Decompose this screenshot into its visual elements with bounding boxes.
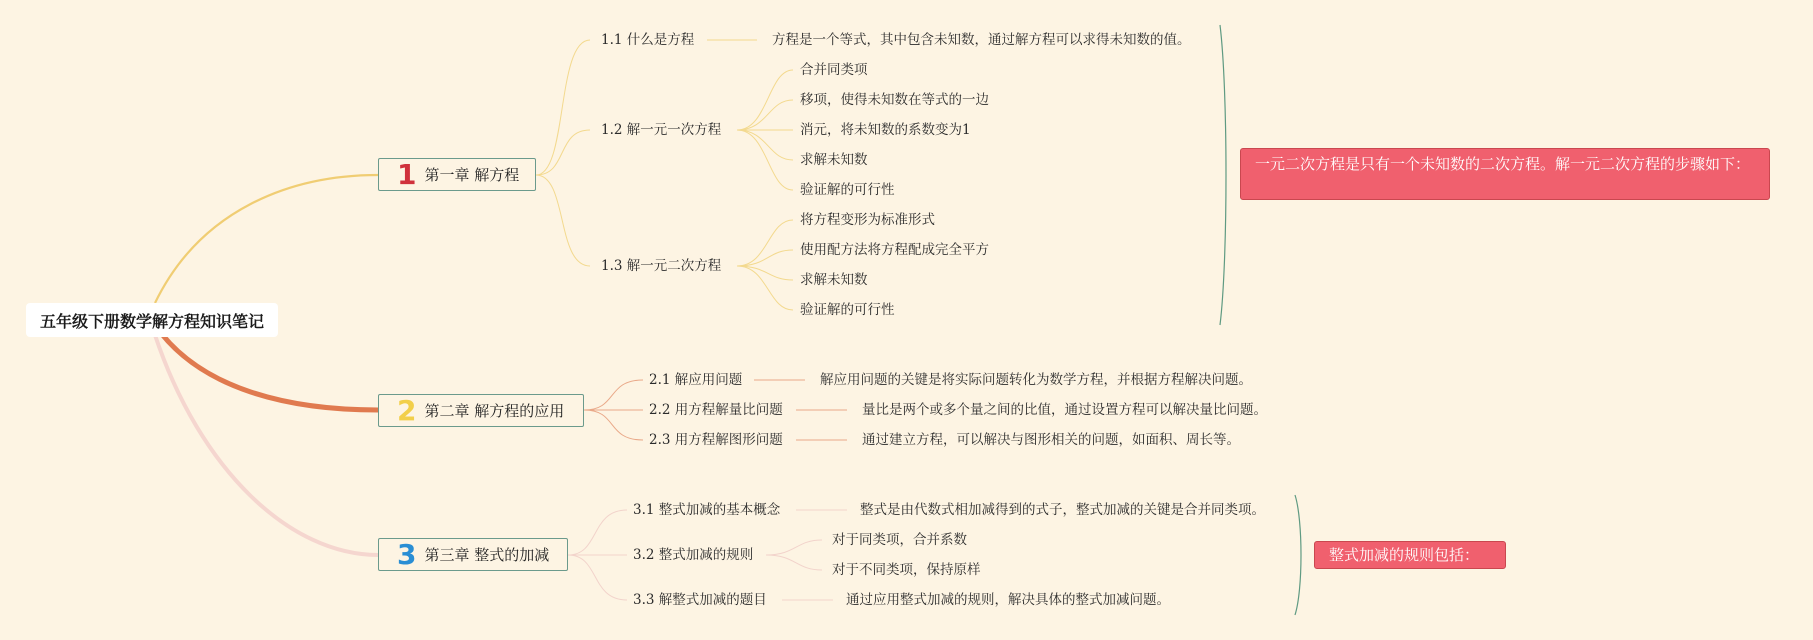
section-3-2-detail-2[interactable]: 对于不同类项，保持原样 bbox=[832, 562, 981, 578]
chapter-number-2-icon: 2 bbox=[397, 393, 417, 427]
section-2-2-topic[interactable]: 2.2 用方程解量比问题 bbox=[649, 402, 783, 418]
s3-2-to-d1-line bbox=[766, 540, 822, 555]
root-topic[interactable]: 五年级下册数学解方程知识笔记 bbox=[26, 303, 278, 337]
s1-2-to-d5-line bbox=[737, 130, 793, 190]
section-3-2-topic[interactable]: 3.2 整式加减的规则 bbox=[633, 547, 754, 563]
s3-2-to-d2-line bbox=[766, 555, 822, 570]
section-2-1-topic[interactable]: 2.1 解应用问题 bbox=[649, 372, 743, 388]
section-1-1-detail[interactable]: 方程是一个等式，其中包含未知数，通过解方程可以求得未知数的值。 bbox=[772, 32, 1191, 48]
chapter-1-title: 第一章 解方程 bbox=[424, 166, 520, 184]
chapter-3-title: 第三章 整式的加减 bbox=[424, 546, 550, 564]
section-1-2-detail-1[interactable]: 合并同类项 bbox=[800, 62, 868, 78]
section-1-2-detail-5[interactable]: 验证解的可行性 bbox=[800, 182, 895, 198]
chapter3-summary-brace bbox=[1295, 495, 1301, 615]
root-to-chapter3-line bbox=[155, 335, 378, 555]
section-3-3-detail[interactable]: 通过应用整式加减的规则，解决具体的整式加减问题。 bbox=[846, 592, 1170, 608]
section-1-3-topic[interactable]: 1.3 解一元二次方程 bbox=[601, 258, 722, 274]
section-1-3-detail-4[interactable]: 验证解的可行性 bbox=[800, 302, 895, 318]
ch3-to-3-3-line bbox=[568, 555, 627, 600]
section-1-2-topic[interactable]: 1.2 解一元一次方程 bbox=[601, 122, 722, 138]
s1-3-to-d4-line bbox=[737, 266, 793, 310]
section-3-3-topic[interactable]: 3.3 解整式加减的题目 bbox=[633, 592, 767, 608]
chapter-number-3-icon: 3 bbox=[397, 537, 417, 571]
chapter1-summary-brace bbox=[1220, 25, 1226, 325]
section-1-3-detail-1[interactable]: 将方程变形为标准形式 bbox=[800, 212, 935, 228]
section-1-2-detail-2[interactable]: 移项，使得未知数在等式的一边 bbox=[800, 92, 989, 108]
section-3-2-detail-1[interactable]: 对于同类项，合并系数 bbox=[832, 532, 967, 548]
root-to-chapter1-line bbox=[155, 175, 378, 303]
section-1-1-topic[interactable]: 1.1 什么是方程 bbox=[601, 32, 695, 48]
section-2-1-detail[interactable]: 解应用问题的关键是将实际问题转化为数学方程，并根据方程解决问题。 bbox=[820, 372, 1252, 388]
section-3-1-topic[interactable]: 3.1 整式加减的基本概念 bbox=[633, 502, 781, 518]
ch2-to-2-3-line bbox=[584, 410, 643, 440]
chapter-3-summary-note[interactable]: 整式加减的规则包括： bbox=[1314, 541, 1506, 569]
root-to-chapter2-line bbox=[155, 325, 378, 410]
s1-3-to-d3-line bbox=[737, 266, 793, 280]
section-1-3-detail-3[interactable]: 求解未知数 bbox=[800, 272, 868, 288]
chapter-1-summary-note[interactable]: 一元二次方程是只有一个未知数的二次方程。解一元二次方程的步骤如下： bbox=[1240, 148, 1770, 200]
ch1-to-1-3-line bbox=[536, 175, 590, 266]
s1-3-to-d2-line bbox=[737, 250, 793, 266]
section-2-3-detail[interactable]: 通过建立方程，可以解决与图形相关的问题，如面积、周长等。 bbox=[862, 432, 1240, 448]
chapter-2-topic[interactable] bbox=[378, 394, 584, 427]
section-1-2-detail-3[interactable]: 消元，将未知数的系数变为1 bbox=[800, 122, 971, 138]
chapter-number-1-icon: 1 bbox=[397, 157, 417, 191]
chapter-3-topic[interactable] bbox=[378, 538, 568, 571]
ch1-to-1-2-line bbox=[536, 130, 590, 175]
section-2-3-topic[interactable]: 2.3 用方程解图形问题 bbox=[649, 432, 783, 448]
ch2-to-2-1-line bbox=[584, 380, 643, 410]
chapter-1-topic[interactable] bbox=[378, 158, 536, 191]
section-1-3-detail-2[interactable]: 使用配方法将方程配成完全平方 bbox=[800, 242, 989, 258]
chapter-2-title: 第二章 解方程的应用 bbox=[424, 402, 565, 420]
ch3-to-3-1-line bbox=[568, 510, 627, 555]
section-3-1-detail[interactable]: 整式是由代数式相加减得到的式子，整式加减的关键是合并同类项。 bbox=[860, 502, 1265, 518]
section-1-2-detail-4[interactable]: 求解未知数 bbox=[800, 152, 868, 168]
section-2-2-detail[interactable]: 量比是两个或多个量之间的比值，通过设置方程可以解决量比问题。 bbox=[862, 402, 1267, 418]
s1-2-to-d1-line bbox=[737, 70, 793, 130]
ch1-to-1-1-line bbox=[536, 40, 590, 175]
